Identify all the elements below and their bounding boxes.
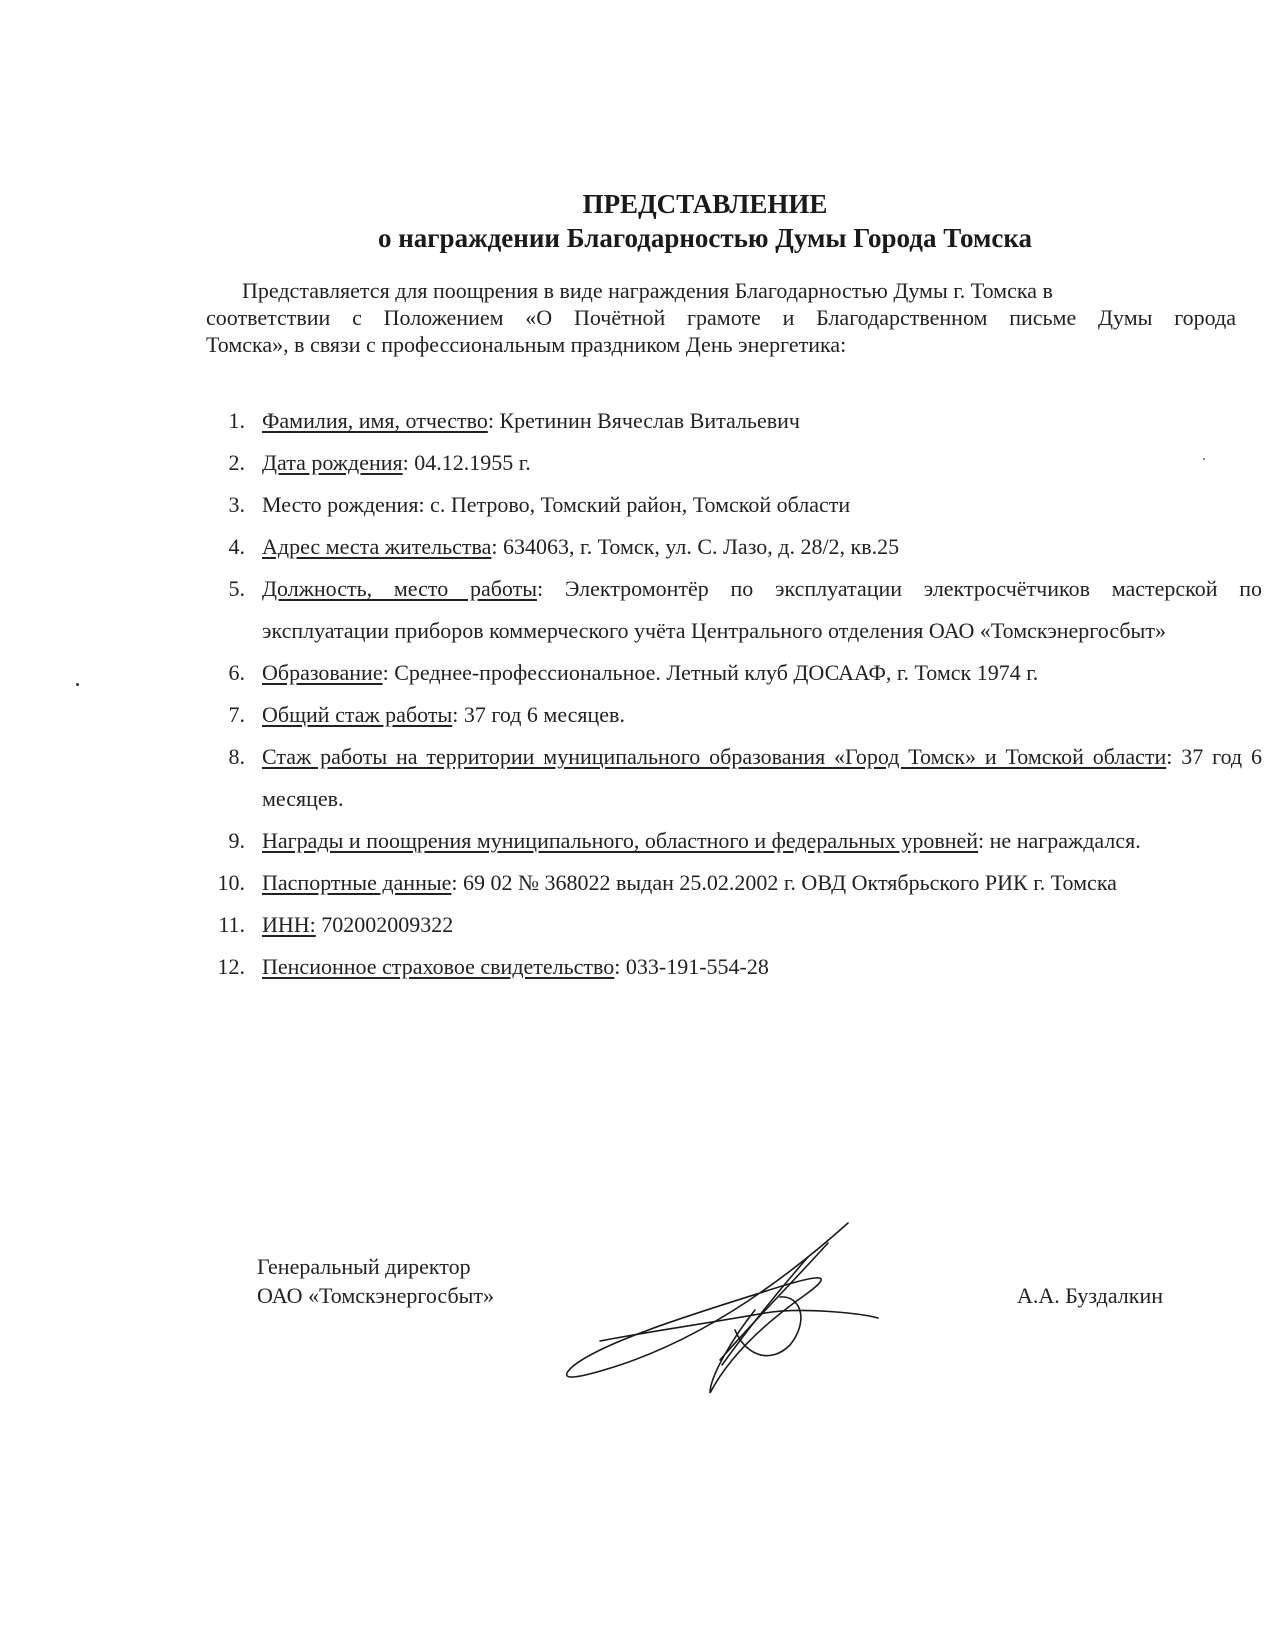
item-label: Награды и поощрения муниципального, областного и федеральных уровней	[262, 828, 979, 853]
item-label: Фамилия, имя, отчество	[262, 408, 488, 433]
item-value: : 69 02 № 368022 выдан 25.02.2002 г. ОВД Октябрьского РИК г. Томска	[451, 870, 1117, 895]
item-label: ИНН:	[262, 912, 316, 937]
item-number: 8.	[228, 744, 245, 769]
item-number: 11.	[218, 912, 245, 937]
list-item	[0, 400, 1275, 442]
item-number: 12.	[217, 954, 245, 979]
item-value: : 04.12.1955 г.	[402, 450, 531, 475]
item-label: Образование	[262, 660, 383, 685]
item-label: Пенсионное страховое свидетельство	[262, 954, 615, 979]
intro-line-3: Томска», в связи с профессиональным праздником День энергетика:	[206, 332, 847, 357]
signatory-position	[257, 1252, 494, 1310]
item-value: : Электромонтёр по эксплуатации электросчётчиков мастерской по эксплуатации приборов коммерческого учёта Центрального отделения ОАО «Томскэнергосбыт»	[262, 576, 1262, 643]
signatory-position-line-2: ОАО «Томскэнергосбыт»	[257, 1283, 495, 1308]
signatory-name: А.А. Буздалкин	[1017, 1283, 1164, 1308]
document-title: ПРЕДСТАВЛЕНИЕ	[582, 189, 828, 219]
item-label: Общий стаж работы	[262, 702, 453, 727]
document-subtitle: о награждении Благодарностью Думы Города Томска	[377, 223, 1032, 253]
intro-line-2: соответствии с Положением «О Почётной грамоте и Благодарственном письме Думы города	[206, 305, 1236, 330]
handwritten-signature	[560, 1215, 890, 1400]
item-number: 7.	[228, 702, 245, 727]
item-label: Стаж работы на территории муниципального образования «Город Томск» и Томской области	[262, 744, 1167, 769]
item-value: : не награждался.	[978, 828, 1141, 853]
item-number: 5.	[228, 576, 245, 601]
list-item	[0, 736, 1275, 820]
item-number: 1.	[228, 408, 245, 433]
list-item	[0, 526, 1275, 568]
list-item	[0, 904, 1275, 946]
item-number: 2.	[228, 450, 245, 475]
item-value: : 37 год 6 месяцев.	[262, 744, 1262, 811]
item-label: Должность, место работы	[262, 576, 538, 601]
list-item	[0, 442, 1275, 484]
signatory-position-line-1: Генеральный директор	[257, 1254, 471, 1279]
list-item	[0, 946, 1275, 988]
list-item	[0, 484, 1275, 526]
item-label: Паспортные данные	[262, 870, 452, 895]
item-label: Адрес места жительства	[262, 534, 492, 559]
item-label: Дата рождения	[262, 450, 403, 475]
item-number: 10.	[217, 870, 245, 895]
details-list	[0, 400, 1275, 988]
intro-paragraph	[206, 277, 1275, 358]
scan-speck	[76, 683, 79, 686]
item-number: 4.	[228, 534, 245, 559]
item-number: 9.	[228, 828, 245, 853]
item-number: 6.	[228, 660, 245, 685]
item-number: 3.	[228, 492, 245, 517]
list-item	[0, 568, 1275, 652]
item-value: 702002009322	[315, 912, 454, 937]
item-value: : Среднее-профессиональное. Летный клуб ДОСААФ, г. Томск 1974 г.	[382, 660, 1039, 685]
item-value: : Кретинин Вячеслав Витальевич	[487, 408, 800, 433]
list-item	[0, 820, 1275, 862]
item-value: : 033-191-554-28	[614, 954, 769, 979]
list-item	[0, 694, 1275, 736]
item-value: : 37 год 6 месяцев.	[452, 702, 625, 727]
list-item	[0, 862, 1275, 904]
list-item	[0, 652, 1275, 694]
scan-speck	[1203, 458, 1205, 460]
item-value: Место рождения: с. Петрово, Томский район, Томской области	[262, 492, 851, 517]
item-value: : 634063, г. Томск, ул. С. Лазо, д. 28/2, кв.25	[491, 534, 900, 559]
intro-line-1: Представляется для поощрения в виде награждения Благодарностью Думы г. Томска в	[242, 278, 1053, 303]
